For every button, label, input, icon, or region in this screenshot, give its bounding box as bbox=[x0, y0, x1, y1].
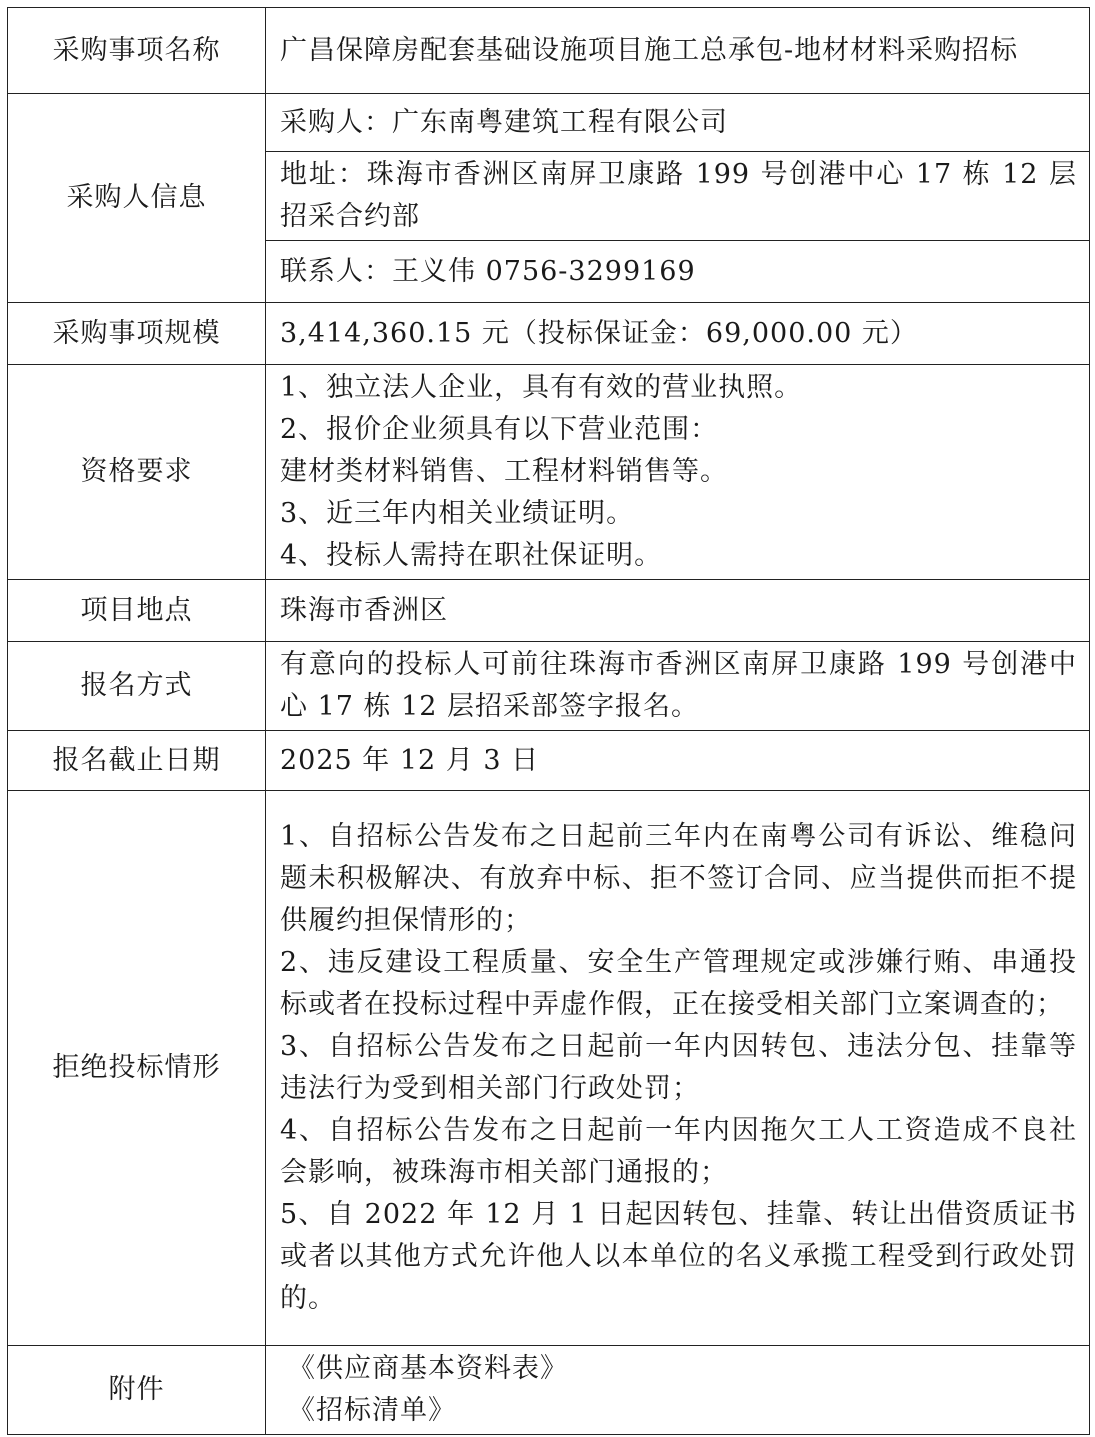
row-location bbox=[8, 580, 1090, 642]
row-purchaser-name bbox=[8, 94, 1090, 152]
row-registration bbox=[8, 642, 1090, 731]
label-deadline: 报名截止日期 bbox=[8, 731, 266, 791]
qualification-line: 4、投标人需持在职社保证明。 bbox=[280, 540, 663, 571]
label-rejection: 拒绝投标情形 bbox=[8, 791, 266, 1346]
attachment-item: 《供应商基本资料表》 bbox=[288, 1353, 568, 1384]
value-location: 珠海市香洲区 bbox=[266, 580, 1090, 642]
rejection-item: 5、自 2022 年 12 月 1 日起因转包、挂靠、转让出借资质证书或者以其他方式允许他人以本单位的名义承揽工程受到行政处罚的。 bbox=[280, 1199, 1077, 1314]
value-purchaser-address: 地址：珠海市香洲区南屏卫康路 199 号创港中心 17 栋 12 层招采合约部 bbox=[266, 152, 1090, 241]
row-attachments bbox=[8, 1346, 1090, 1435]
qualification-line: 3、近三年内相关业绩证明。 bbox=[280, 498, 635, 529]
row-qualification bbox=[8, 365, 1090, 580]
rejection-item: 1、自招标公告发布之日起前三年内在南粤公司有诉讼、维稳问题未积极解决、有放弃中标、拒不签订合同、应当提供而拒不提供履约担保情形的； bbox=[280, 821, 1077, 936]
qualification-line: 建材类材料销售、工程材料销售等。 bbox=[280, 456, 728, 487]
value-rejection bbox=[266, 791, 1090, 1346]
row-scale bbox=[8, 303, 1090, 365]
value-qualification bbox=[266, 365, 1090, 580]
value-registration: 有意向的投标人可前往珠海市香洲区南屏卫康路 199 号创港中心 17 栋 12 层招采部签字报名。 bbox=[266, 642, 1090, 731]
value-deadline: 2025 年 12 月 3 日 bbox=[266, 731, 1090, 791]
label-registration: 报名方式 bbox=[8, 642, 266, 731]
value-attachments bbox=[266, 1346, 1090, 1435]
rejection-item: 3、自招标公告发布之日起前一年内因转包、违法分包、挂靠等违法行为受到相关部门行政处罚； bbox=[280, 1031, 1077, 1104]
row-rejection bbox=[8, 791, 1090, 1346]
value-scale: 3,414,360.15 元（投标保证金：69,000.00 元） bbox=[266, 303, 1090, 365]
label-scale: 采购事项规模 bbox=[8, 303, 266, 365]
rejection-item: 4、自招标公告发布之日起前一年内因拖欠工人工资造成不良社会影响，被珠海市相关部门通报的； bbox=[280, 1115, 1077, 1188]
attachment-item: 《招标清单》 bbox=[288, 1395, 456, 1426]
qualification-line: 2、报价企业须具有以下营业范围： bbox=[280, 414, 719, 445]
label-item-name: 采购事项名称 bbox=[8, 8, 266, 94]
row-item-name bbox=[8, 8, 1090, 94]
label-qualification: 资格要求 bbox=[8, 365, 266, 580]
value-item-name: 广昌保障房配套基础设施项目施工总承包-地材材料采购招标 bbox=[266, 8, 1090, 94]
label-attachments: 附件 bbox=[8, 1346, 266, 1435]
label-location: 项目地点 bbox=[8, 580, 266, 642]
row-deadline bbox=[8, 731, 1090, 791]
value-purchaser-name: 采购人：广东南粤建筑工程有限公司 bbox=[266, 94, 1090, 152]
qualification-line: 1、独立法人企业，具有有效的营业执照。 bbox=[280, 372, 803, 403]
procurement-info-table bbox=[7, 7, 1090, 1435]
value-purchaser-contact: 联系人：王义伟 0756-3299169 bbox=[266, 241, 1090, 303]
label-purchaser: 采购人信息 bbox=[8, 94, 266, 303]
rejection-item: 2、违反建设工程质量、安全生产管理规定或涉嫌行贿、串通投标或者在投标过程中弄虚作假，正在接受相关部门立案调查的； bbox=[280, 947, 1077, 1020]
